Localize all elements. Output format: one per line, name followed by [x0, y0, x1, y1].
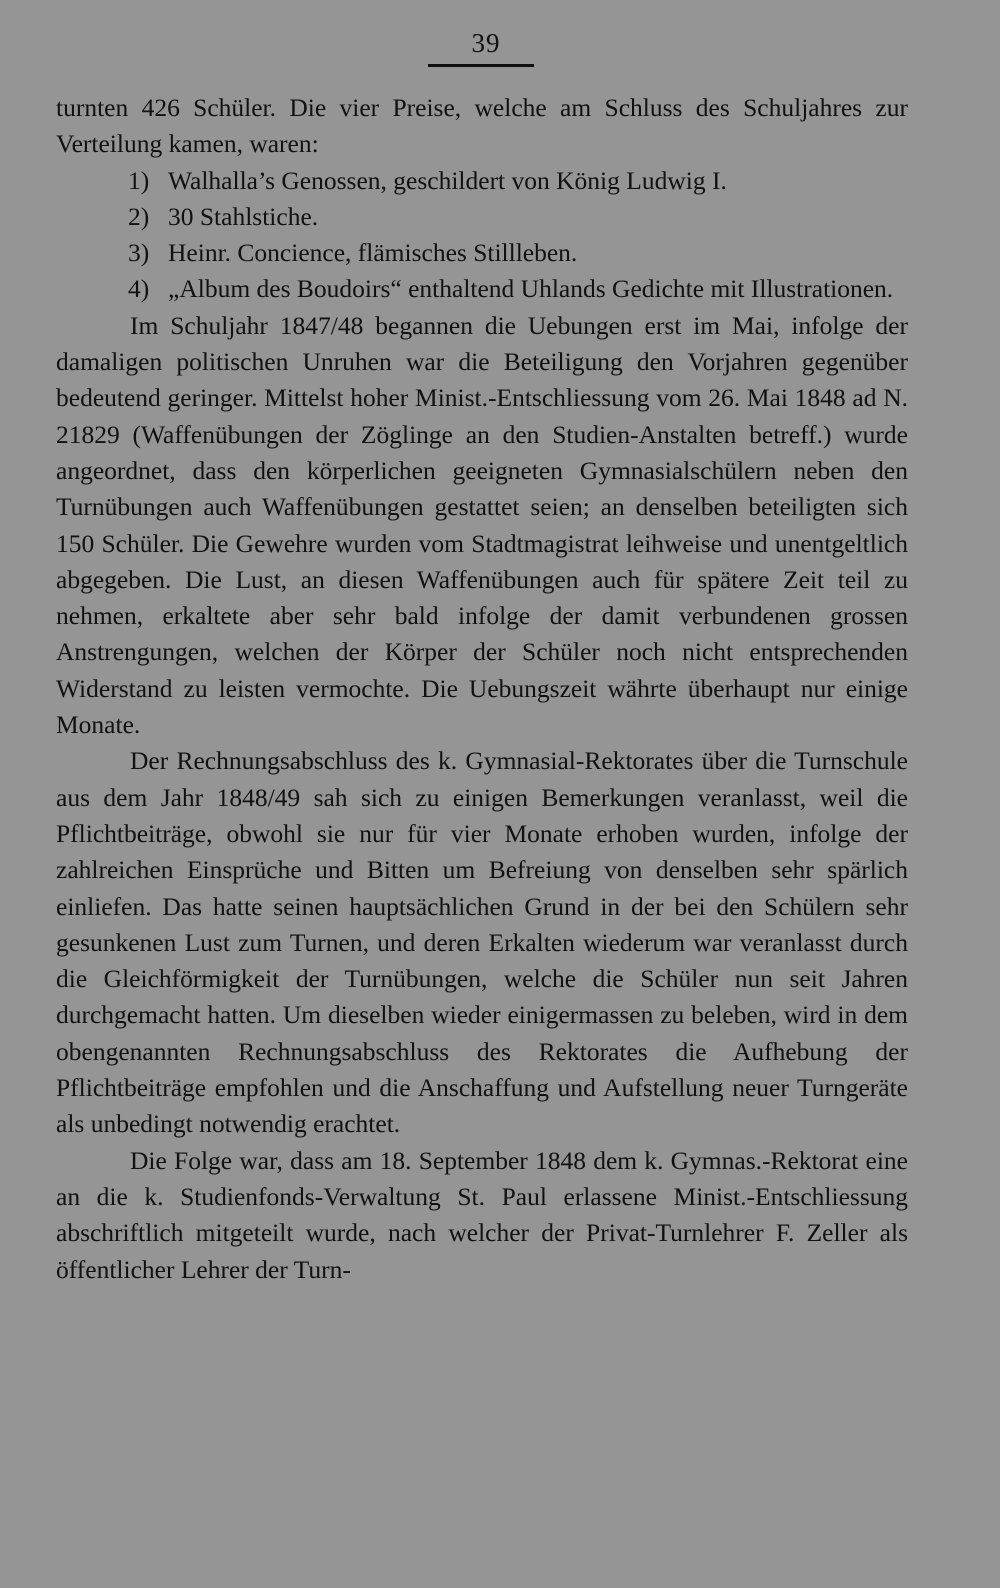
list-item	[56, 199, 908, 235]
list-item	[56, 235, 908, 271]
list-item-number: 3)	[128, 238, 150, 268]
list-item-text: „Album des Boudoirs“ enthaltend Uhlands Gedichte mit Illustrationen.	[168, 274, 894, 304]
paragraph-ministry-decree: Die Folge war, dass am 18. September 1848 dem k. Gymnas.-Rektorat eine an die k. Studienfonds-Verwaltung St. Paul erlassene Minist.-Entschliessung abschriftlich mitgeteilt wurde, nach welcher der Privat-Turnlehrer F. Zeller als öffentlicher Lehrer der Turn-	[56, 1145, 908, 1284]
list-item-text: Walhalla’s Genossen, geschildert von König Ludwig I.	[168, 165, 727, 195]
prize-list	[56, 163, 908, 308]
paragraph-accounts-1848: Der Rechnungsabschluss des k. Gymnasial-Rektorates über die Turnschule aus dem Jahr 1848/49 sah sich zu einigen Bemerkungen veranlasst, weil die Pflichtbeiträge, obwohl sie nur für vier Monate erhoben wurden, infolge der zahlreichen Einsprüche und Bitten um Befreiung von denselben sehr spärlich einliefen. Das hatte seinen hauptsächlichen Grund in der bei den Schülern sehr gesunkenen Lust zum Turnen, und deren Erkalten wiederum war veranlasst durch die Gleichförmigkeit der Turnübungen, welche die Schüler nun seit Jahren durchgemacht hatten. Um dieselben wieder einigermassen zu beleben, wird in dem obengenannten Rechnungsabschluss des Rektorates die Aufhebung der Pflichtbeiträge empfohlen und die Anschaffung und Aufstellung neuer Turngeräte als unbedingt notwendig erachtet.	[56, 746, 908, 1139]
paragraph-exercises-1847: Im Schuljahr 1847/48 begannen die Uebungen erst im Mai, infolge der damaligen politischen Unruhen war die Beteiligung den Vorjahren gegenüber bedeutend geringer. Mittelst hoher Minist.-Entschliessung vom 26. Mai 1848 ad N. 21829 (Waffenübungen der Zöglinge an den Studien-Anstalten betreff.) wurde angeordnet, dass den körperlichen geeigneten Gymnasialschülern neben den Turnübungen auch Waffenübungen gestattet seien; an denselben beteiligten sich 150 Schüler. Die Gewehre wurden vom Stadtmagistrat leihweise und unentgeltlich abgegeben. Die Lust, an diesen Waffenübungen auch für spätere Zeit teil zu nehmen, erkaltete aber sehr bald infolge der damit verbundenen grossen Anstrengungen, welchen der Körper der Schüler noch nicht entsprechenden Widerstand zu leisten vermochte. Die Uebungszeit währte überhaupt nur einige Monate.	[56, 310, 908, 740]
page-number: 39	[471, 28, 501, 58]
list-item-text: Heinr. Concience, flämisches Stillleben.	[168, 238, 578, 268]
list-item-text: 30 Stahlstiche.	[168, 201, 319, 231]
list-item	[56, 163, 908, 199]
list-item-number: 4)	[128, 274, 150, 304]
list-item-number: 2)	[128, 201, 150, 231]
list-item	[56, 271, 908, 307]
list-item-number: 1)	[128, 165, 150, 195]
page-number-underline	[428, 64, 534, 67]
text-body	[56, 90, 908, 1288]
paragraph-intro: turnten 426 Schüler. Die vier Preise, welche am Schluss des Schuljahres zur Verteilung kamen, waren:	[56, 93, 908, 159]
